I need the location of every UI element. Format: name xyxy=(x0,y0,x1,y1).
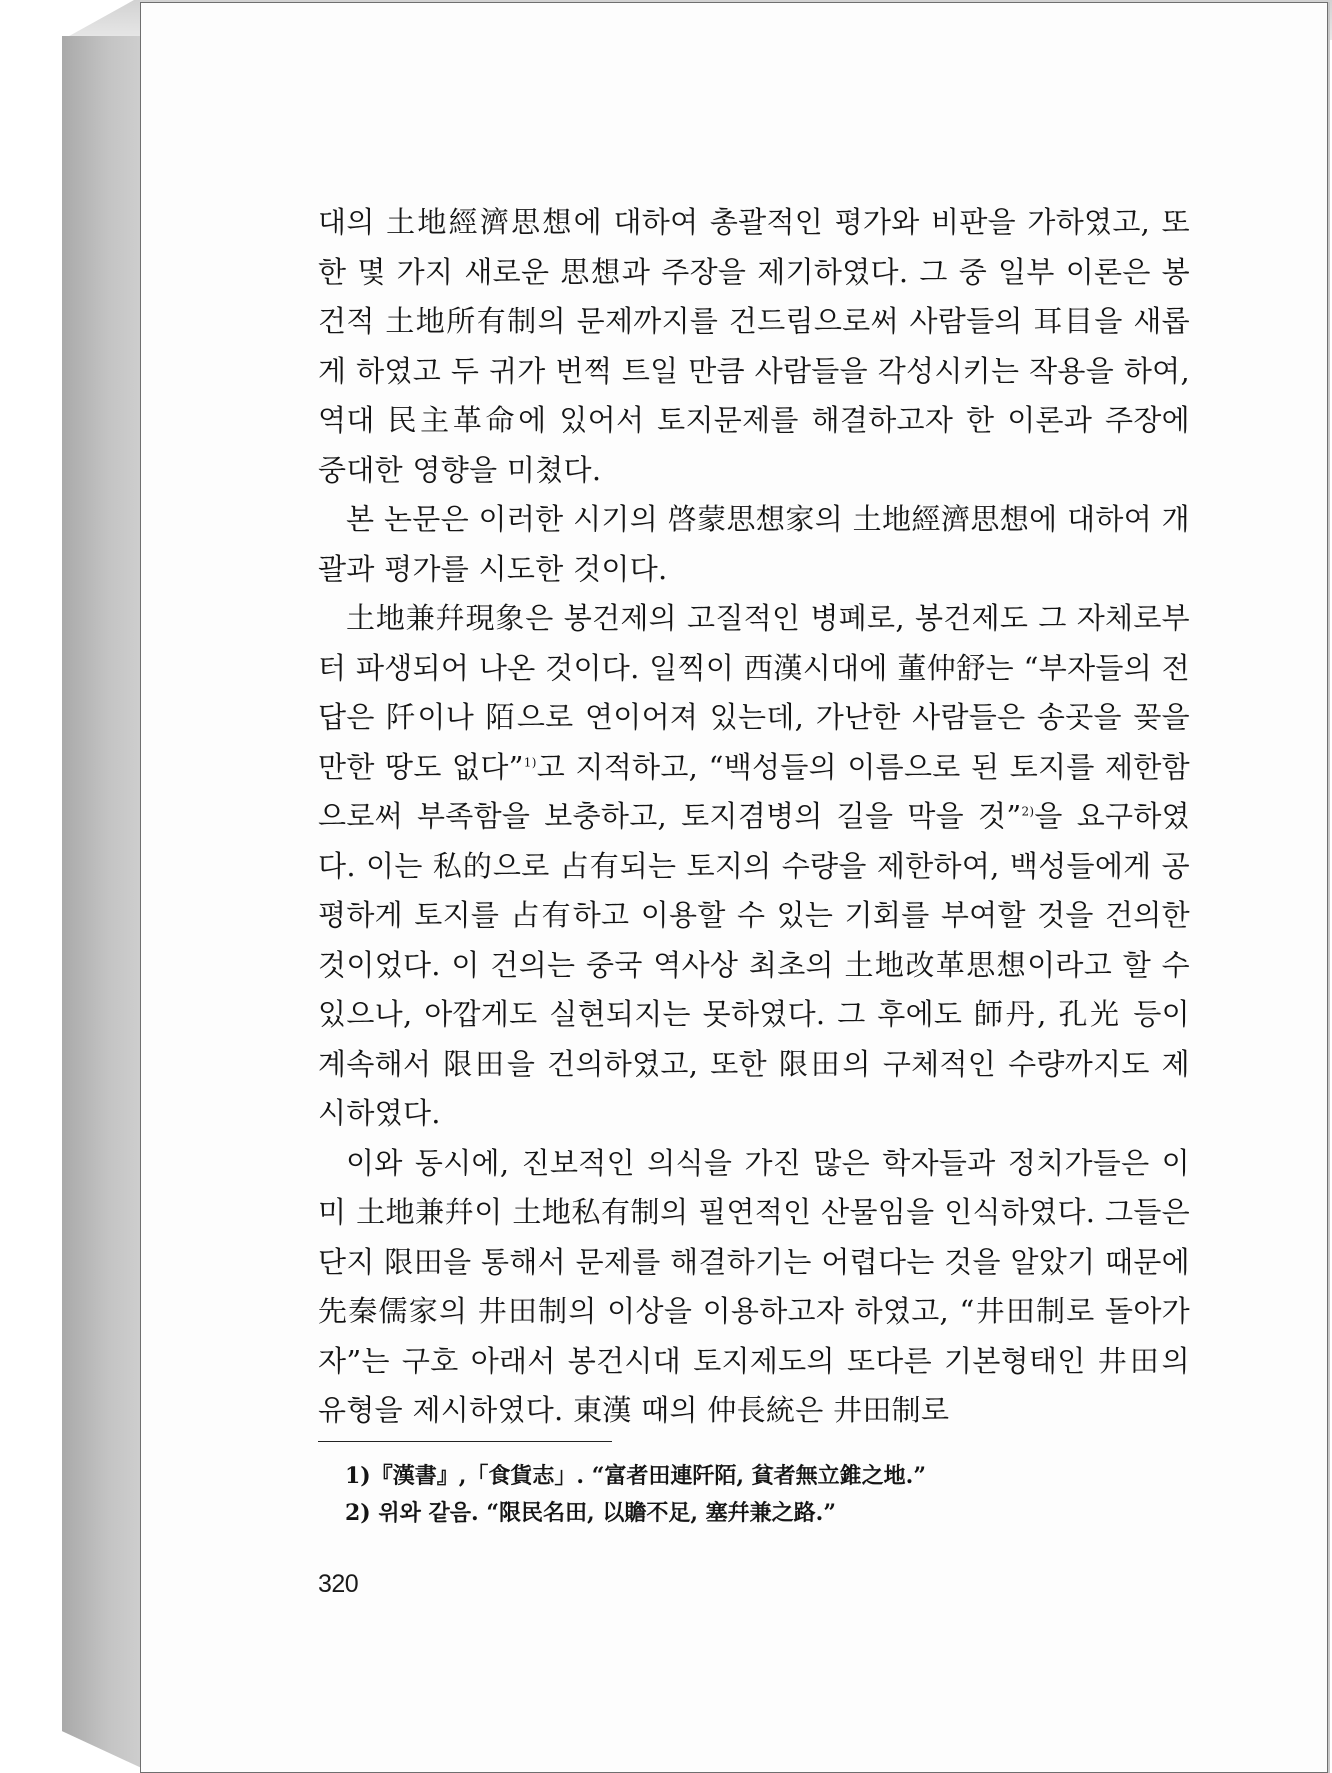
footnote-ref-2[interactable]: 2) xyxy=(1021,804,1035,819)
body-text xyxy=(318,198,1190,1436)
page-number: 320 xyxy=(318,1570,359,1598)
paragraph-3-part-c: 을 요구하였다. 이는 私的으로 占有되는 토지의 수량을 제한하여, 백성들에게 공평하게 토지를 占有하고 이용할 수 있는 기회를 부여할 것을 건의한 것이었다. 이 건의는 중국 역사상 최초의 土地改革思想이라고 할 수 있으나, 아깝게도 실현되지는 못하였다. 그 후에도 師丹, 孔光 등이 계속해서 限田을 건의하였고, 또한 限田의 구체적인 수량까지도 제시하였다. xyxy=(318,799,1190,1130)
paragraph-4: 이와 동시에, 진보적인 의식을 가진 많은 학자들과 정치가들은 이미 土地兼幷이 土地私有制의 필연적인 산물임을 인식하였다. 그들은 단지 限田을 통해서 문제를 해결하기는 어렵다는 것을 알았기 때문에 先秦儒家의 井田制의 이상을 이용하고자 하였고, “井田制로 돌아가자”는 구호 아래서 봉건시대 토지제도의 또다른 기본형태인 井田의 유형을 제시하였다. 東漢 때의 仲長統은 井田制로 xyxy=(318,1145,1190,1427)
footnote-divider xyxy=(318,1441,612,1442)
footnote-1: 1)『漢書』,「食貨志」. “富者田連阡陌, 貧者無立錐之地.” xyxy=(345,1463,926,1489)
footnote-2: 2) 위와 같음. “限民名田, 以贍不足, 塞幷兼之路.” xyxy=(345,1500,836,1526)
paragraph-1: 대의 土地經濟思想에 대하여 총괄적인 평가와 비판을 가하였고, 또한 몇 가지 새로운 思想과 주장을 제기하였다. 그 중 일부 이론은 봉건적 土地所有制의 문제까지를 건드림으로써 사람들의 耳目을 새롭게 하였고 두 귀가 번쩍 트일 만큼 사람들을 각성시키는 작용을 하여, 역대 民主革命에 있어서 토지문제를 해결하고자 한 이론과 주장에 중대한 영향을 미쳤다. xyxy=(318,205,1190,487)
paragraph-3-part-b: 고 지적하고, “백성들의 이름으로 된 토지를 제한함으로써 부족함을 보충하고, 토지겸병의 길을 막을 것” xyxy=(318,749,1190,833)
footnote-ref-1[interactable]: 1) xyxy=(523,754,537,769)
paragraph-2: 본 논문은 이러한 시기의 啓蒙思想家의 土地經濟思想에 대하여 개괄과 평가를 시도한 것이다. xyxy=(318,502,1190,586)
paragraph-3 xyxy=(318,594,1190,1139)
paragraph-3-part-a: 土地兼幷現象은 봉건제의 고질적인 병폐로, 봉건제도 그 자체로부터 파생되어 나온 것이다. 일찍이 西漢시대에 董仲舒는 “부자들의 전답은 阡이나 陌으로 연이어져 있는데, 가난한 사람들은 송곳을 꽂을 만한 땅도 없다” xyxy=(318,601,1190,784)
book-spine xyxy=(62,36,148,1771)
footnotes xyxy=(345,1458,1195,1532)
